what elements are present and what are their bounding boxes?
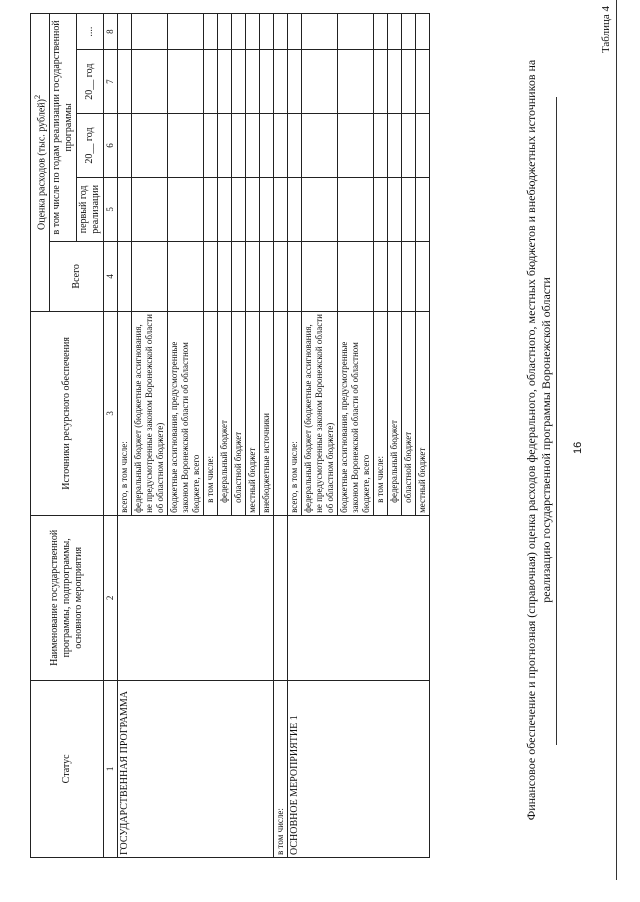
header-year-a: 20__ год (77, 114, 104, 178)
source-cell: в том числе: (374, 311, 388, 515)
source-cell: всего, в том числе: (288, 311, 302, 515)
value-cell (302, 241, 338, 311)
value-cell (288, 14, 302, 50)
value-cell (246, 14, 260, 50)
column-number: 6 (104, 114, 118, 178)
value-cell (374, 177, 388, 241)
value-cell (218, 14, 232, 50)
value-cell (232, 241, 246, 311)
value-cell (402, 114, 416, 178)
source-cell: бюджетные ассигнования, предусмотренные законом Воронежской области об областном бюджете, всего (168, 311, 204, 515)
source-cell: местный бюджет (246, 311, 260, 515)
header-name: Наименование государственной программы, подпрограммы, основного мероприятия (31, 515, 104, 680)
source-cell: областной бюджет (232, 311, 246, 515)
header-year-b: 20__ год (77, 50, 104, 114)
value-cell (260, 114, 274, 178)
value-cell (302, 114, 338, 178)
value-cell (260, 14, 274, 50)
value-cell (204, 114, 218, 178)
value-cell (260, 177, 274, 241)
estimate-label: Оценка расходов (тыс. рублей) (36, 99, 48, 230)
value-cell (204, 14, 218, 50)
value-cell (274, 50, 288, 114)
value-cell (388, 50, 402, 114)
value-cell (246, 50, 260, 114)
source-cell: всего, в том числе: (118, 311, 132, 515)
header-by-years: в том числе по годам реализации государственной программы (50, 14, 77, 242)
value-cell (274, 241, 288, 311)
column-number: 2 (104, 515, 118, 680)
header-row (31, 14, 50, 858)
header-more: .... (77, 14, 104, 50)
value-cell (302, 14, 338, 50)
column-numbers-row (104, 14, 118, 858)
top-rule (616, 0, 617, 880)
column-number: 8 (104, 14, 118, 50)
value-cell (288, 241, 302, 311)
header-sources: Источники ресурсного обеспечения (31, 311, 104, 515)
value-cell (218, 114, 232, 178)
value-cell (338, 14, 374, 50)
value-cell (118, 114, 132, 178)
table-row (118, 14, 132, 858)
value-cell (338, 177, 374, 241)
value-cell (416, 50, 430, 114)
value-cell (218, 50, 232, 114)
value-cell (218, 241, 232, 311)
value-cell (232, 114, 246, 178)
column-number: 4 (104, 241, 118, 311)
value-cell (402, 50, 416, 114)
header-total: Всего (50, 241, 104, 311)
value-cell (232, 50, 246, 114)
value-cell (416, 241, 430, 311)
value-cell (388, 114, 402, 178)
value-cell (118, 241, 132, 311)
value-cell (132, 114, 168, 178)
column-number: 7 (104, 50, 118, 114)
source-cell: федеральный бюджет (388, 311, 402, 515)
program-name (118, 515, 274, 680)
value-cell (388, 241, 402, 311)
value-cell (416, 114, 430, 178)
value-cell (274, 515, 288, 680)
title-underline (556, 97, 557, 745)
value-cell (132, 241, 168, 311)
value-cell (338, 114, 374, 178)
value-cell (274, 14, 288, 50)
value-cell (246, 114, 260, 178)
measure-status: ОСНОВНОЕ МЕРОПРИЯТИЕ 1 (288, 680, 430, 857)
header-status: Статус (31, 680, 104, 857)
value-cell (204, 50, 218, 114)
source-cell: федеральный бюджет (бюджетные ассигнования, не предусмотренные законом Воронежской области об областном бюджете) (302, 311, 338, 515)
source-cell: внебюджетные источники (260, 311, 274, 515)
value-cell (416, 14, 430, 50)
value-cell (218, 177, 232, 241)
value-cell (402, 177, 416, 241)
value-cell (288, 114, 302, 178)
value-cell (288, 50, 302, 114)
source-cell: бюджетные ассигнования, предусмотренные законом Воронежской области об областном бюджете, всего (338, 311, 374, 515)
value-cell (260, 241, 274, 311)
value-cell (232, 177, 246, 241)
value-cell (374, 114, 388, 178)
value-cell (168, 14, 204, 50)
value-cell (246, 177, 260, 241)
value-cell (302, 177, 338, 241)
source-cell: областной бюджет (402, 311, 416, 515)
value-cell (132, 50, 168, 114)
value-cell (302, 50, 338, 114)
value-cell (168, 177, 204, 241)
value-cell (274, 177, 288, 241)
value-cell (232, 14, 246, 50)
measure-name (288, 515, 430, 680)
header-first-year: первый год реализации (77, 177, 104, 241)
value-cell (402, 14, 416, 50)
source-cell: в том числе: (204, 311, 218, 515)
value-cell (118, 177, 132, 241)
header-estimate (31, 14, 50, 312)
source-cell: местный бюджет (416, 311, 430, 515)
table-row (288, 14, 302, 858)
value-cell (168, 241, 204, 311)
source-cell: федеральный бюджет (бюджетные ассигнования, не предусмотренные законом Воронежской области об областном бюджете) (132, 311, 168, 515)
value-cell (288, 177, 302, 241)
value-cell (274, 114, 288, 178)
program-status: ГОСУДАРСТВЕННАЯ ПРОГРАММА (118, 680, 274, 857)
value-cell (338, 50, 374, 114)
value-cell (416, 177, 430, 241)
value-cell (204, 177, 218, 241)
value-cell (204, 241, 218, 311)
source-cell: федеральный бюджет (218, 311, 232, 515)
value-cell (118, 50, 132, 114)
finance-table (30, 13, 430, 858)
estimate-footnote: 2 (33, 94, 42, 100)
page-number: 16 (572, 441, 584, 454)
value-cell (374, 50, 388, 114)
table-label: Таблица 4 (600, 6, 612, 54)
value-cell (402, 241, 416, 311)
column-number: 3 (104, 311, 118, 515)
value-cell (274, 311, 288, 515)
document-title: Финансовое обеспечение и прогнозная (справочная) оценка расходов федерального, областного, местных бюджетов и внебюджетных источников на реализацию государственной программы Воронежской области (524, 59, 553, 821)
column-number: 5 (104, 177, 118, 241)
value-cell (260, 50, 274, 114)
incl-cell: в том числе: (274, 680, 288, 857)
value-cell (374, 241, 388, 311)
value-cell (246, 241, 260, 311)
value-cell (132, 177, 168, 241)
value-cell (388, 177, 402, 241)
value-cell (132, 14, 168, 50)
value-cell (338, 241, 374, 311)
table-row (274, 14, 288, 858)
value-cell (168, 50, 204, 114)
value-cell (388, 14, 402, 50)
value-cell (168, 114, 204, 178)
value-cell (374, 14, 388, 50)
value-cell (118, 14, 132, 50)
column-number: 1 (104, 680, 118, 857)
